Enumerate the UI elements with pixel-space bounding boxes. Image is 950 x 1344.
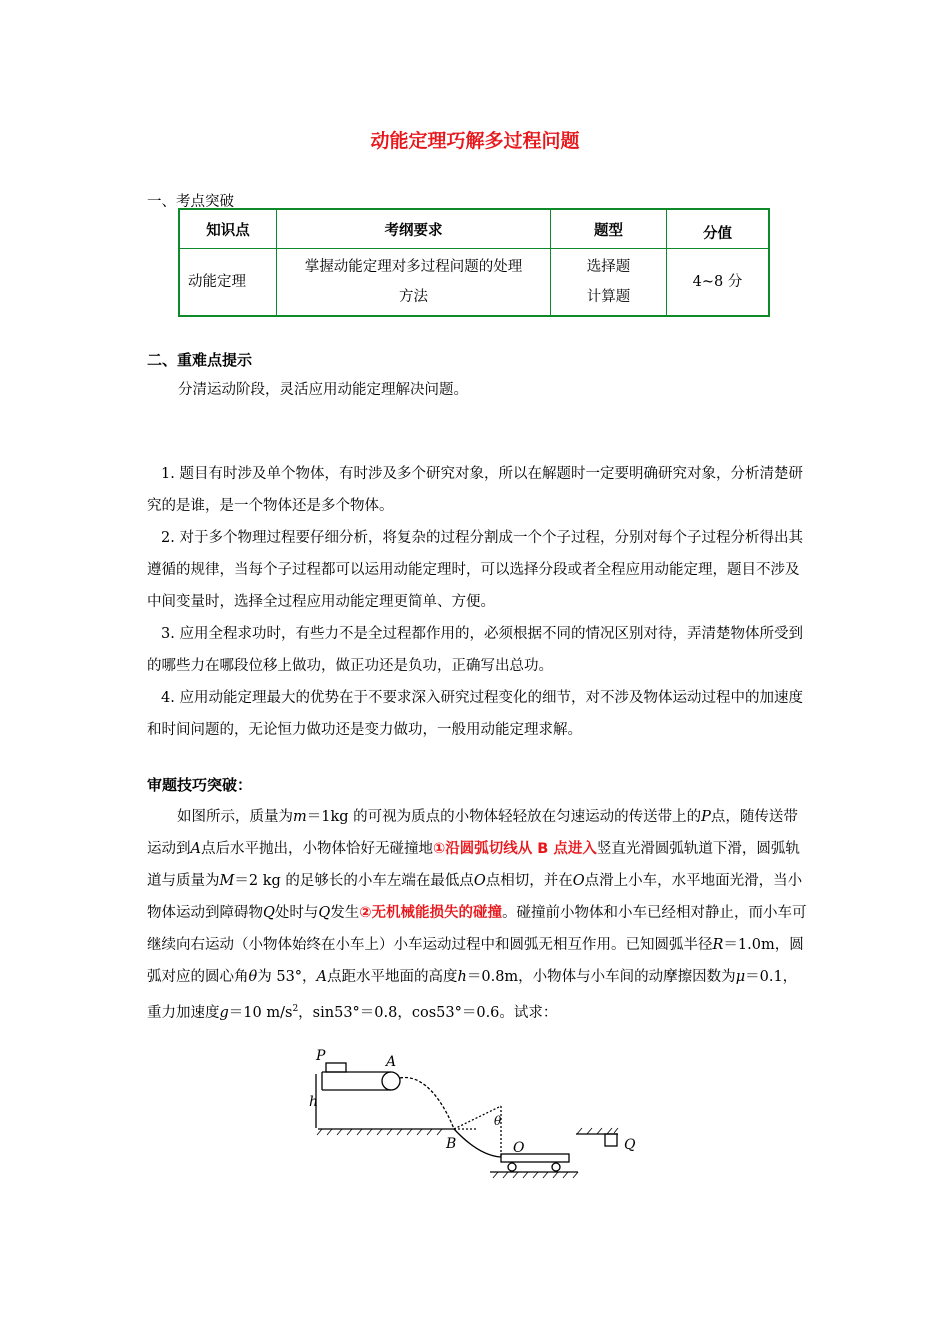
cell-score: 4~8 分 (667, 249, 770, 317)
cell-type (551, 249, 667, 317)
section-1-heading: 一、考点突破 (147, 194, 234, 210)
page-title: 动能定理巧解多过程问题 (370, 130, 580, 152)
label-b: B (446, 1136, 457, 1152)
cart-wheel-left (508, 1163, 516, 1171)
requirement-line-1: 掌握动能定理对多过程问题的处理 (304, 259, 523, 275)
header-requirement: 考纲要求 (277, 209, 551, 249)
point-item (147, 682, 811, 746)
label-p: P (316, 1048, 326, 1064)
obstacle-q (605, 1134, 617, 1146)
highlight-tangent-entry: ①沿圆弧切线从 B 点进入 (432, 841, 597, 857)
label-theta: θ (494, 1114, 502, 1128)
label-o: O (513, 1140, 525, 1156)
point-number: 3. (161, 626, 175, 642)
requirement-line-2: 方法 (399, 289, 428, 305)
point-text: 题目有时涉及单个物体，有时涉及多个研究对象，所以在解题时一定要明确研究对象，分析清楚研究的是谁，是一个物体还是多个物体。 (147, 466, 803, 514)
highlight-elastic-collision: ②无机械能损失的碰撞 (359, 905, 503, 921)
section-2-intro: 分清运动阶段，灵活应用动能定理解决问题。 (178, 382, 468, 398)
cell-knowledge: 动能定理 (179, 249, 277, 317)
header-score: 分值 (667, 209, 770, 249)
exam-points-table (178, 208, 770, 317)
point-number: 4. (161, 690, 175, 706)
header-type: 题型 (551, 209, 667, 249)
label-a: A (386, 1054, 397, 1070)
cell-requirement (277, 249, 551, 317)
point-item (147, 618, 811, 682)
point-item (147, 522, 811, 618)
block-p (326, 1063, 346, 1072)
arc-track (454, 1129, 501, 1157)
cart-body (501, 1154, 569, 1162)
table-row (179, 249, 769, 317)
label-h: h (309, 1094, 319, 1110)
physics-diagram (300, 1044, 660, 1194)
point-text: 应用动能定理最大的优势在于不要求深入研究过程变化的细节，对不涉及物体运动过程中的加速度和时间问题的，无论恒力做功还是变力做功，一般用动能定理求解。 (147, 690, 803, 738)
type-line-2: 计算题 (586, 289, 631, 305)
type-line-1: 选择题 (586, 259, 631, 275)
belt-pulley (382, 1072, 400, 1090)
point-item (147, 458, 811, 522)
point-text: 应用全程求功时，有些力不是全过程都作用的，必须根据不同的情况区别对待，弄清楚物体所受到的哪些力在哪段位移上做功，做正功还是负功，正确写出总功。 (147, 626, 803, 674)
section-2-heading: 二、重难点提示 (147, 351, 253, 369)
point-number: 2. (161, 530, 175, 546)
header-knowledge: 知识点 (179, 209, 277, 249)
trajectory (400, 1077, 454, 1129)
table-header-row (179, 209, 769, 249)
cart-wheel-right (552, 1163, 560, 1171)
label-q: Q (624, 1137, 636, 1153)
problem-statement: 如图所示，质量为m＝1kg 的可视为质点的小物体轻轻放在匀速运动的传送带上的P点，随传送带运动到A点后水平抛出，小物体恰好无碰撞地①沿圆弧切线从 B 点进入竖直光滑圆弧轨道下滑，圆弧轨道与质量为M＝2 kg 的足够长的小车左端在最低点O点相切，并在O点滑上小车，水平地面光滑，当小物体运动到障碍物Q处时与Q发生②无机械能损失的碰撞。碰撞前小物体和小车已经相对静止，而小车可继续向右运动（小物体始终在小车上）小车运动过程中和圆弧无相互作用。已知圆弧半径R＝1.0m，圆弧对应的圆心角θ为 53°，A点距水平地面的高度h＝0.8m，小物体与小车间的动摩擦因数为μ＝0.1，重力加速度g＝10 $m/s^2$，sin53°＝0.8，cos53°＝0.6。试求： (147, 809, 807, 1021)
point-number: 1. (161, 466, 175, 482)
section-3-heading: 审题技巧突破： (147, 776, 253, 794)
point-text: 对于多个物理过程要仔细分析，将复杂的过程分割成一个个子过程，分别对每个子过程分析得出其遵循的规律，当每个子过程都可以运用动能定理时，可以选择分段或者全程应用动能定理，题目不涉及中间变量时，选择全过程应用动能定理更简单、方便。 (147, 530, 803, 610)
